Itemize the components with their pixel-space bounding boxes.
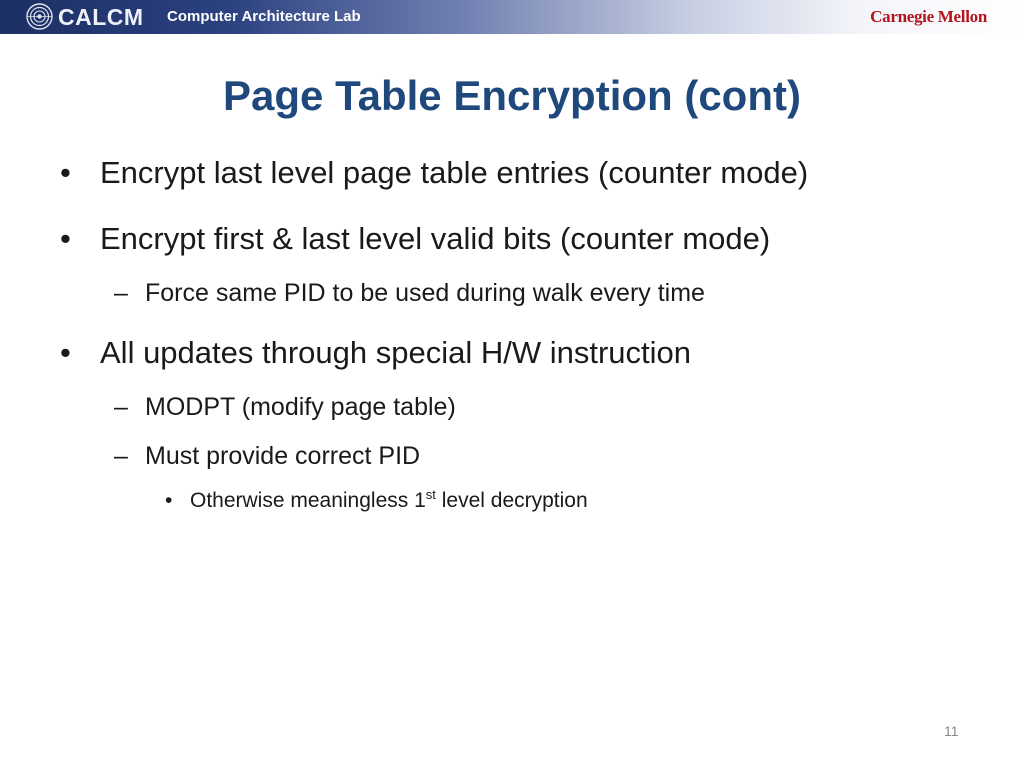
university-logo: Carnegie Mellon — [870, 7, 987, 26]
bullet-marker: • — [60, 335, 71, 370]
sub-bullet-marker: – — [114, 279, 128, 307]
sub-sub-bullet-marker: • — [165, 489, 173, 512]
sub-bullet-item: Force same PID to be used during walk every time — [145, 279, 705, 307]
sub-sub-bullet-text-pre: Otherwise meaningless 1 — [190, 489, 426, 512]
sub-bullet-marker: – — [114, 442, 128, 470]
calcm-wordmark: CALCM — [58, 4, 144, 30]
bullet-item: Encrypt first & last level valid bits (counter mode) — [100, 221, 771, 256]
page-number: 11 — [944, 723, 959, 739]
bullet-marker: • — [60, 155, 71, 190]
sub-bullet-marker: – — [114, 393, 128, 421]
bullet-marker: • — [60, 221, 71, 256]
bullet-item: All updates through special H/W instruction — [100, 335, 692, 370]
slide-title: Page Table Encryption (cont) — [223, 72, 801, 119]
sub-bullet-item: Must provide correct PID — [145, 442, 421, 470]
sub-bullet-item: MODPT (modify page table) — [145, 393, 456, 421]
lab-name: Computer Architecture Lab — [167, 8, 361, 25]
sub-sub-bullet-item — [190, 488, 588, 514]
ordinal-suffix: st — [425, 487, 436, 502]
sub-sub-bullet-text-post: level decryption — [435, 489, 588, 512]
bullet-item: Encrypt last level page table entries (counter mode) — [100, 155, 809, 190]
